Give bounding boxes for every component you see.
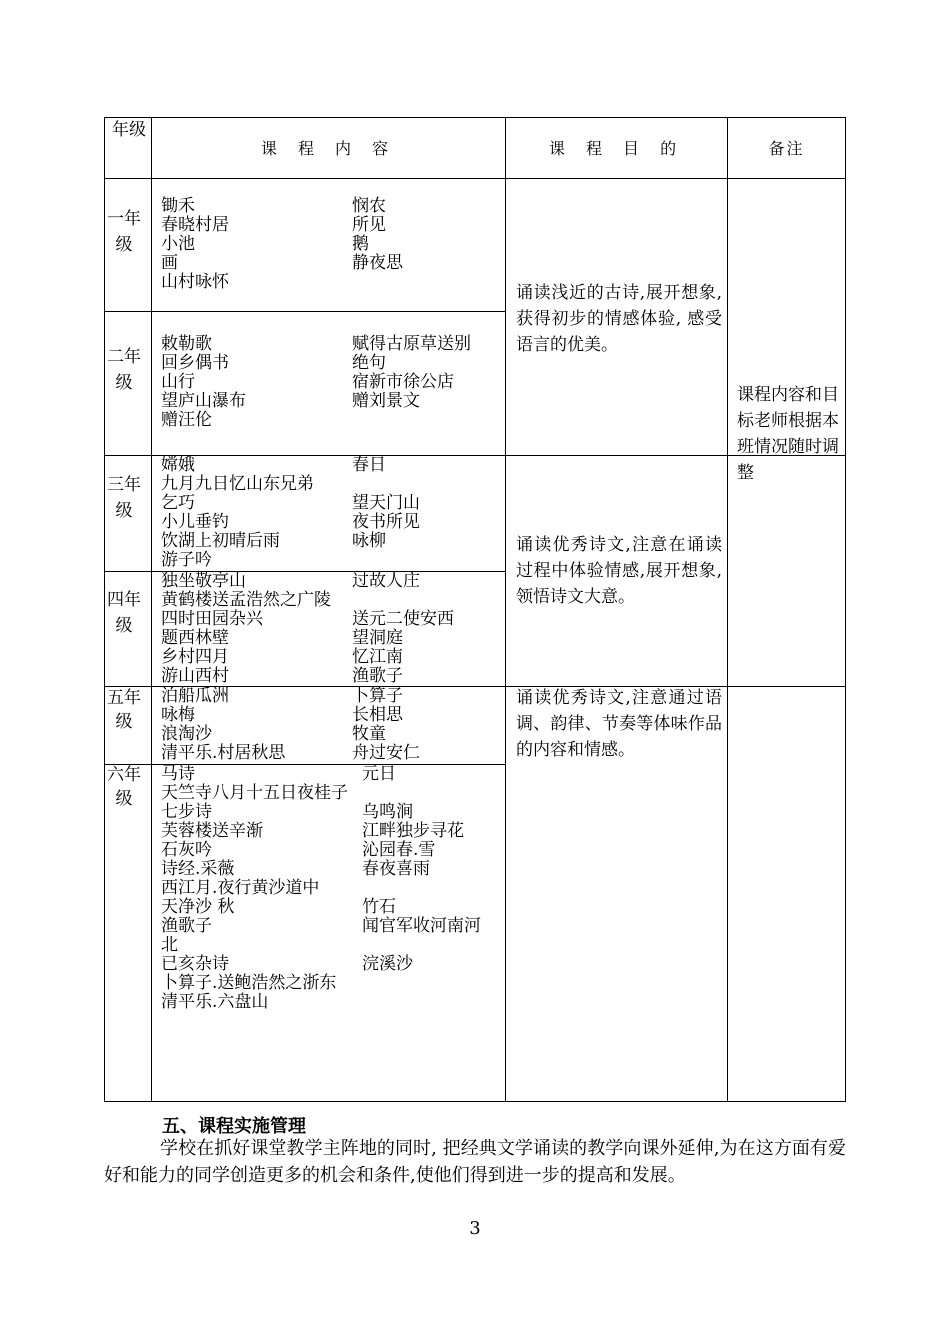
poem-title: 清平乐.六盘山	[161, 992, 269, 1012]
poem-title: 浪淘沙	[161, 724, 212, 744]
poem-title: 诗经.采薇	[161, 859, 235, 879]
section-title: 五、课程实施管理	[162, 1116, 306, 1137]
poem-title: 马诗	[161, 764, 195, 784]
poem-title: 咏梅	[161, 705, 195, 725]
poem-title: 九月九日忆山东兄弟	[161, 474, 314, 494]
poem-title: 游山西村	[161, 666, 229, 686]
grade-column-divider	[151, 117, 152, 1102]
poem-title: 山村咏怀	[161, 272, 229, 292]
poem-title: 望天门山	[352, 493, 420, 513]
poem-title: 沁园春.雪	[362, 840, 436, 860]
poem-title: 小儿垂钓	[161, 512, 229, 532]
poem-title: 牧童	[352, 724, 386, 744]
poem-title: 渔歌子	[161, 916, 212, 936]
table-header-divider	[104, 178, 846, 179]
poem-title: 春夜喜雨	[362, 859, 430, 879]
poem-title: 静夜思	[352, 253, 403, 273]
poem-title: 赠刘景文	[352, 391, 420, 411]
poem-title: 回乡偶书	[161, 353, 229, 373]
poem-title: 夜书所见	[352, 512, 420, 532]
poem-title: 嫦娥	[161, 455, 195, 475]
poem-title: 过故人庄	[352, 571, 420, 591]
page-number: 3	[469, 1218, 481, 1239]
grade-label-2: 二年级	[107, 347, 141, 393]
poem-title: 鹅	[352, 234, 369, 254]
grade-label-1: 一年级	[107, 209, 141, 255]
poem-title: 游子吟	[161, 550, 212, 570]
row-divider-2	[104, 455, 846, 456]
poem-title: 天净沙 秋	[161, 897, 235, 917]
poem-title: 浣溪沙	[362, 954, 413, 974]
poem-title: 独坐敬亭山	[161, 571, 246, 591]
poem-title: 乡村四月	[161, 647, 229, 667]
header-content: 课 程 内 容	[260, 139, 397, 158]
poem-title: 望洞庭	[352, 628, 403, 648]
poem-title: 小池	[161, 234, 195, 254]
poem-title: 芙蓉楼送辛渐	[161, 821, 263, 841]
poem-title: 望庐山瀑布	[161, 391, 246, 411]
grade-label-5: 五年级	[107, 688, 141, 732]
poem-title: 饮湖上初晴后雨	[161, 531, 280, 551]
grade-label-4: 四年级	[107, 590, 141, 636]
poem-title: 敕勒歌	[161, 334, 212, 354]
poem-title: 江畔独步寻花	[362, 821, 464, 841]
header-note: 备注	[768, 139, 805, 158]
poem-title: 渔歌子	[352, 666, 403, 686]
poem-title: 春晓村居	[161, 215, 229, 235]
poem-title: 锄禾	[161, 196, 195, 216]
goal-column-divider	[727, 117, 728, 1102]
poem-title: 清平乐.村居秋思	[161, 743, 286, 763]
poem-title: 竹石	[362, 897, 396, 917]
poem-title: 画	[161, 253, 178, 273]
poem-title: 石灰吟	[161, 840, 212, 860]
table-border-top	[104, 117, 846, 118]
poem-title: 泊船瓜洲	[161, 686, 229, 706]
grade-label-3: 三年级	[107, 475, 141, 521]
goal-grades-1-2: 诵读浅近的古诗,展开想象, 获得初步的情感体验, 感受语言的优美。	[516, 283, 722, 355]
poem-title: 七步诗	[161, 802, 212, 822]
poem-title: 赠汪伦	[161, 410, 212, 430]
poem-title: 题西林壁	[161, 628, 229, 648]
poem-title: 绝句	[352, 353, 386, 373]
content-column-divider	[505, 117, 506, 1102]
poem-title: 天竺寺八月十五日夜桂子	[161, 783, 348, 803]
poem-title: 长相思	[352, 705, 403, 725]
poem-title: 乌鸣涧	[362, 802, 413, 822]
poem-title: 舟过安仁	[352, 743, 420, 763]
note-text: 课程内容和目标老师根据本班情况随时调整	[737, 385, 839, 483]
poem-title: 黄鹤楼送孟浩然之广陵	[161, 590, 331, 610]
poem-title: 忆江南	[352, 647, 403, 667]
poem-title: 乞巧	[161, 493, 195, 513]
section-paragraph: 学校在抓好课堂教学主阵地的同时, 把经典文学诵读的教学向课外延伸,为在这方面有爱好和能力的同学创造更多的机会和条件,使他们得到进一步的提高和发展。	[104, 1138, 846, 1186]
poem-title: 卜算子	[352, 686, 403, 706]
goal-grades-5-6: 诵读优秀诗文,注意通过语调、韵律、节奏等体味作品的内容和情感。	[516, 688, 722, 760]
table-border-left	[104, 117, 105, 1102]
poem-title: 西江月.夜行黄沙道中	[161, 878, 320, 898]
poem-title: 所见	[352, 215, 386, 235]
poem-title: 闻官军收河南河	[362, 916, 481, 936]
poem-title: 宿新市徐公店	[352, 372, 454, 392]
header-grade: 年级	[112, 120, 146, 140]
table-border-right	[845, 117, 846, 1102]
poem-title: 咏柳	[352, 531, 386, 551]
goal-grades-3-4: 诵读优秀诗文,注意在诵读过程中体验情感,展开想象, 领悟诗文大意。	[516, 535, 722, 607]
poem-title: 北	[161, 935, 178, 955]
poem-title: 送元二使安西	[352, 609, 454, 629]
poem-title: 已亥杂诗	[161, 954, 229, 974]
poem-title: 悯农	[352, 196, 386, 216]
poem-title: 四时田园杂兴	[161, 609, 263, 629]
row-divider-1	[104, 311, 506, 312]
poem-title: 赋得古原草送别	[352, 334, 471, 354]
poem-title: 春日	[352, 455, 386, 475]
table-border-bottom	[104, 1101, 846, 1102]
poem-title: 山行	[161, 372, 195, 392]
poem-title: 卜算子.送鲍浩然之浙东	[161, 973, 337, 993]
header-goal: 课 程 目 的	[548, 139, 685, 158]
grade-label-6: 六年级	[107, 765, 141, 809]
poem-title: 元日	[362, 764, 396, 784]
